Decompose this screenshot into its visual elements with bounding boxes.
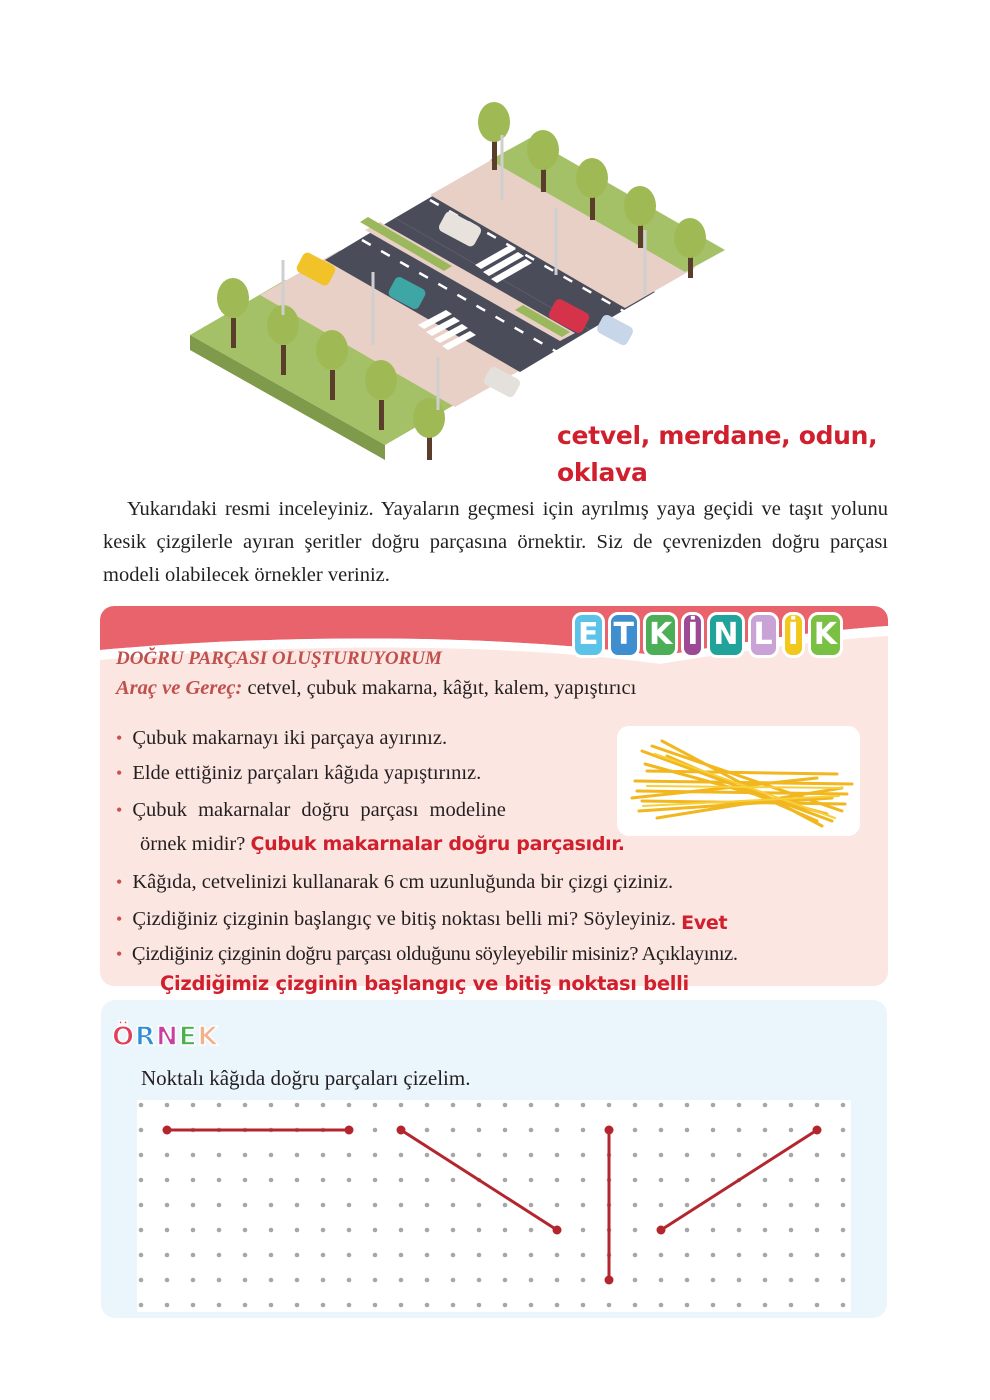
segment-endpoint — [397, 1126, 406, 1135]
handwritten-answer-top — [557, 417, 917, 491]
intro-paragraph — [103, 493, 888, 592]
badge-letter: İ — [782, 612, 805, 658]
step-item — [116, 871, 673, 894]
line-segment — [401, 1130, 557, 1230]
badge-letter: Ö — [112, 1022, 135, 1052]
step-item — [116, 762, 481, 785]
badge-letter: İ — [681, 612, 704, 658]
badge-letter: K — [808, 612, 843, 658]
materials-line — [116, 677, 636, 700]
segment-endpoint — [345, 1126, 354, 1135]
step-item — [116, 727, 447, 750]
badge-letter: E — [178, 1022, 197, 1052]
bullet-icon: • — [116, 944, 122, 964]
step-item-continued — [140, 833, 625, 856]
intro-text: Yukarıdaki resmi inceleyiniz. Yayaların geçmesi için ayrılmış yaya geçidi ve taşıt yolunu kesik çizgilerle ayıran şeritler doğru parçasına örnektir. Siz de çevrenizden doğru parçası modeli olabilecek örnekler veriniz. — [103, 498, 888, 586]
badge-letter: N — [156, 1022, 178, 1052]
step-text: Çubuk makarnalar doğru parçası modeline — [132, 799, 506, 821]
badge-letter: K — [197, 1022, 218, 1052]
step-item — [116, 799, 506, 822]
spaghetti-image — [617, 726, 860, 836]
badge-letter: T — [608, 612, 640, 658]
segment-endpoint — [813, 1126, 822, 1135]
segment-endpoint — [605, 1276, 614, 1285]
answer-line-1: Çizdiğimiz çizginin başlangıç ve bitiş noktası belli — [160, 972, 689, 995]
segment-endpoint — [657, 1226, 666, 1235]
badge-letter: R — [135, 1022, 156, 1052]
segment-endpoint — [605, 1126, 614, 1135]
line-segments — [163, 1126, 822, 1285]
dot-grid — [139, 1103, 846, 1308]
segment-endpoint — [553, 1226, 562, 1235]
step-item — [116, 908, 728, 934]
handwritten-answer: Çubuk makarnalar doğru parçasıdır. — [250, 833, 625, 855]
example-instruction: Noktalı kâğıda doğru parçaları çizelim. — [141, 1066, 471, 1090]
step-text: Çizdiğiniz çizginin doğru parçası olduğunu söyleyebilir misiniz? Açıklayınız. — [131, 943, 738, 965]
badge-letter: N — [707, 612, 744, 658]
line-segment — [661, 1130, 817, 1230]
handwritten-answer: Evet — [681, 912, 728, 934]
materials-value: cetvel, çubuk makarna, kâğıt, kalem, yapıştırıcı — [247, 677, 637, 699]
segment-endpoint — [163, 1126, 172, 1135]
step-text: Kâğıda, cetvelinizi kullanarak 6 cm uzunluğunda bir çizgi çiziniz. — [132, 871, 674, 893]
badge-letter: E — [572, 612, 605, 658]
ornek-badge — [112, 1023, 218, 1051]
etkinlik-badge — [572, 612, 843, 658]
bullet-icon: • — [116, 909, 123, 929]
badge-letter: L — [748, 612, 779, 658]
step-text: örnek midir? — [140, 833, 246, 855]
answer-line-2: oklava — [557, 458, 648, 487]
bullet-icon: • — [116, 728, 123, 748]
bullet-icon: • — [116, 800, 123, 820]
bullet-icon: • — [116, 763, 123, 783]
step-text: Çizdiğiniz çizginin başlangıç ve bitiş noktası belli mi? Söyleyiniz. — [132, 908, 677, 930]
dot-paper — [137, 1100, 851, 1312]
step-text: Elde ettiğiniz parçaları kâğıda yapıştırınız. — [132, 762, 482, 784]
step-item — [116, 943, 738, 966]
badge-letter: K — [643, 612, 678, 658]
materials-label: Araç ve Gereç: — [116, 677, 243, 699]
step-text: Çubuk makarnayı iki parçaya ayırınız. — [132, 727, 448, 749]
bullet-icon: • — [116, 872, 123, 892]
activity-title: DOĞRU PARÇASI OLUŞTURUYORUM — [116, 648, 442, 669]
answer-line-1: cetvel, merdane, odun, — [557, 421, 878, 450]
